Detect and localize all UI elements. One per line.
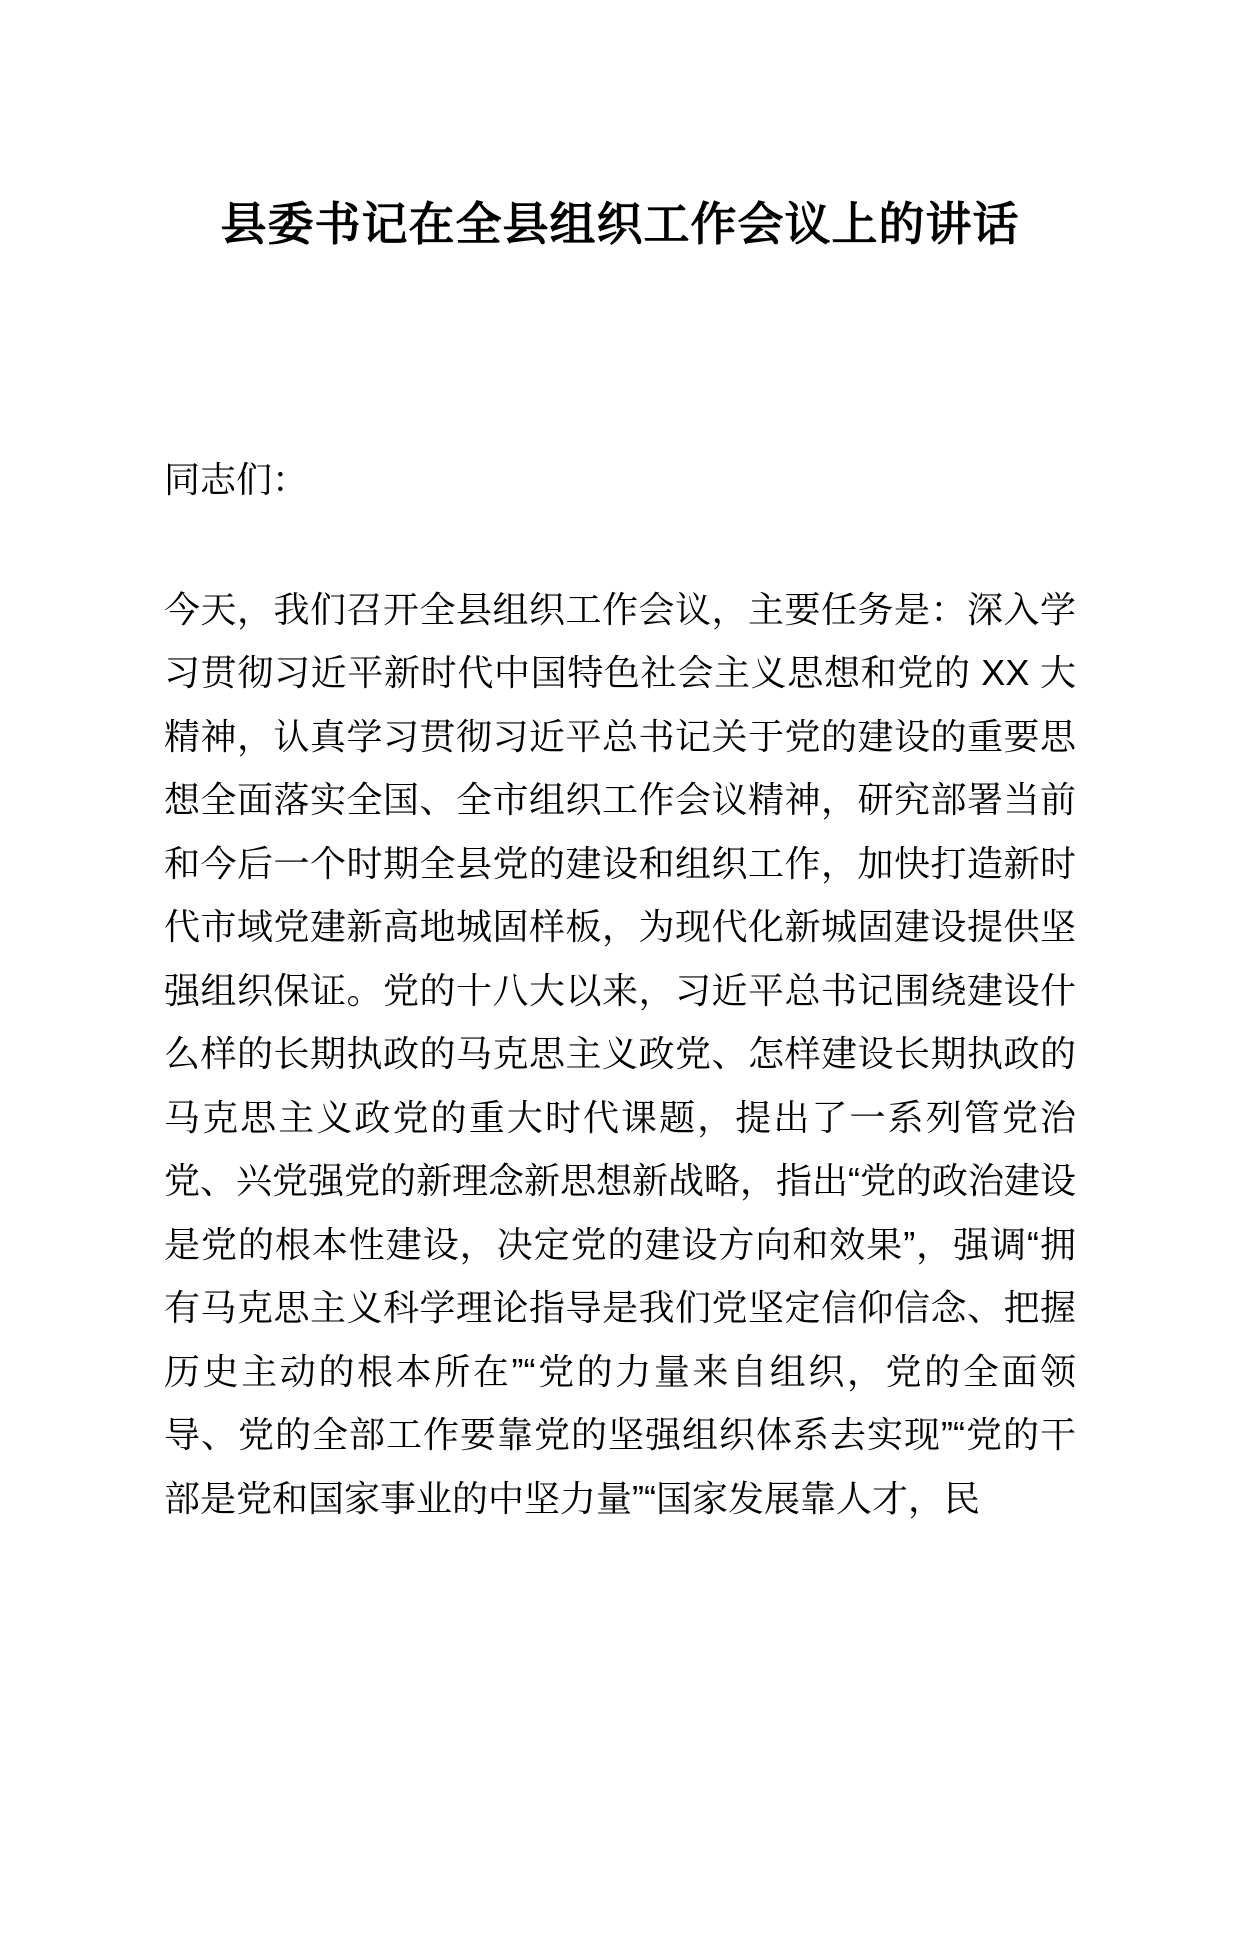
salutation-line: 同志们： (164, 459, 309, 500)
document-title: 县委书记在全县组织工作会议上的讲话 (220, 198, 1020, 250)
body-paragraph: 今天，我们召开全县组织工作会议，主要任务是：深入学习贯彻习近平新时代中国特色社会主义思想和党的 XX 大精神，认真学习贯彻习近平总书记关于党的建设的重要思想全面落实全国、全市组织工作会议精神，研究部署当前和今后一个时期全县党的建设和组织工作，加快打造新时代市域党建新高地城固样板，为现代化新城固建设提供坚强组织保证。党的十八大以来，习近平总书记围绕建设什么样的长期执政的马克思主义政党、怎样建设长期执政的马克思主义政党的重大时代课题，提出了一系列管党治党、兴党强党的新理念新思想新战略，指出“党的政治建设是党的根本性建设，决定党的建设方向和效果”，强调“拥有马克思主义科学理论指导是我们党坚定信仰信念、把握历史主动的根本所在”“党的力量来自组织，党的全面领导、党的全部工作要靠党的坚强组织体系去实现”“党的干部是党和国家事业的中坚力量”“国家发展靠人才，民 (164, 588, 1076, 1519)
document-page (0, 196, 1240, 1950)
